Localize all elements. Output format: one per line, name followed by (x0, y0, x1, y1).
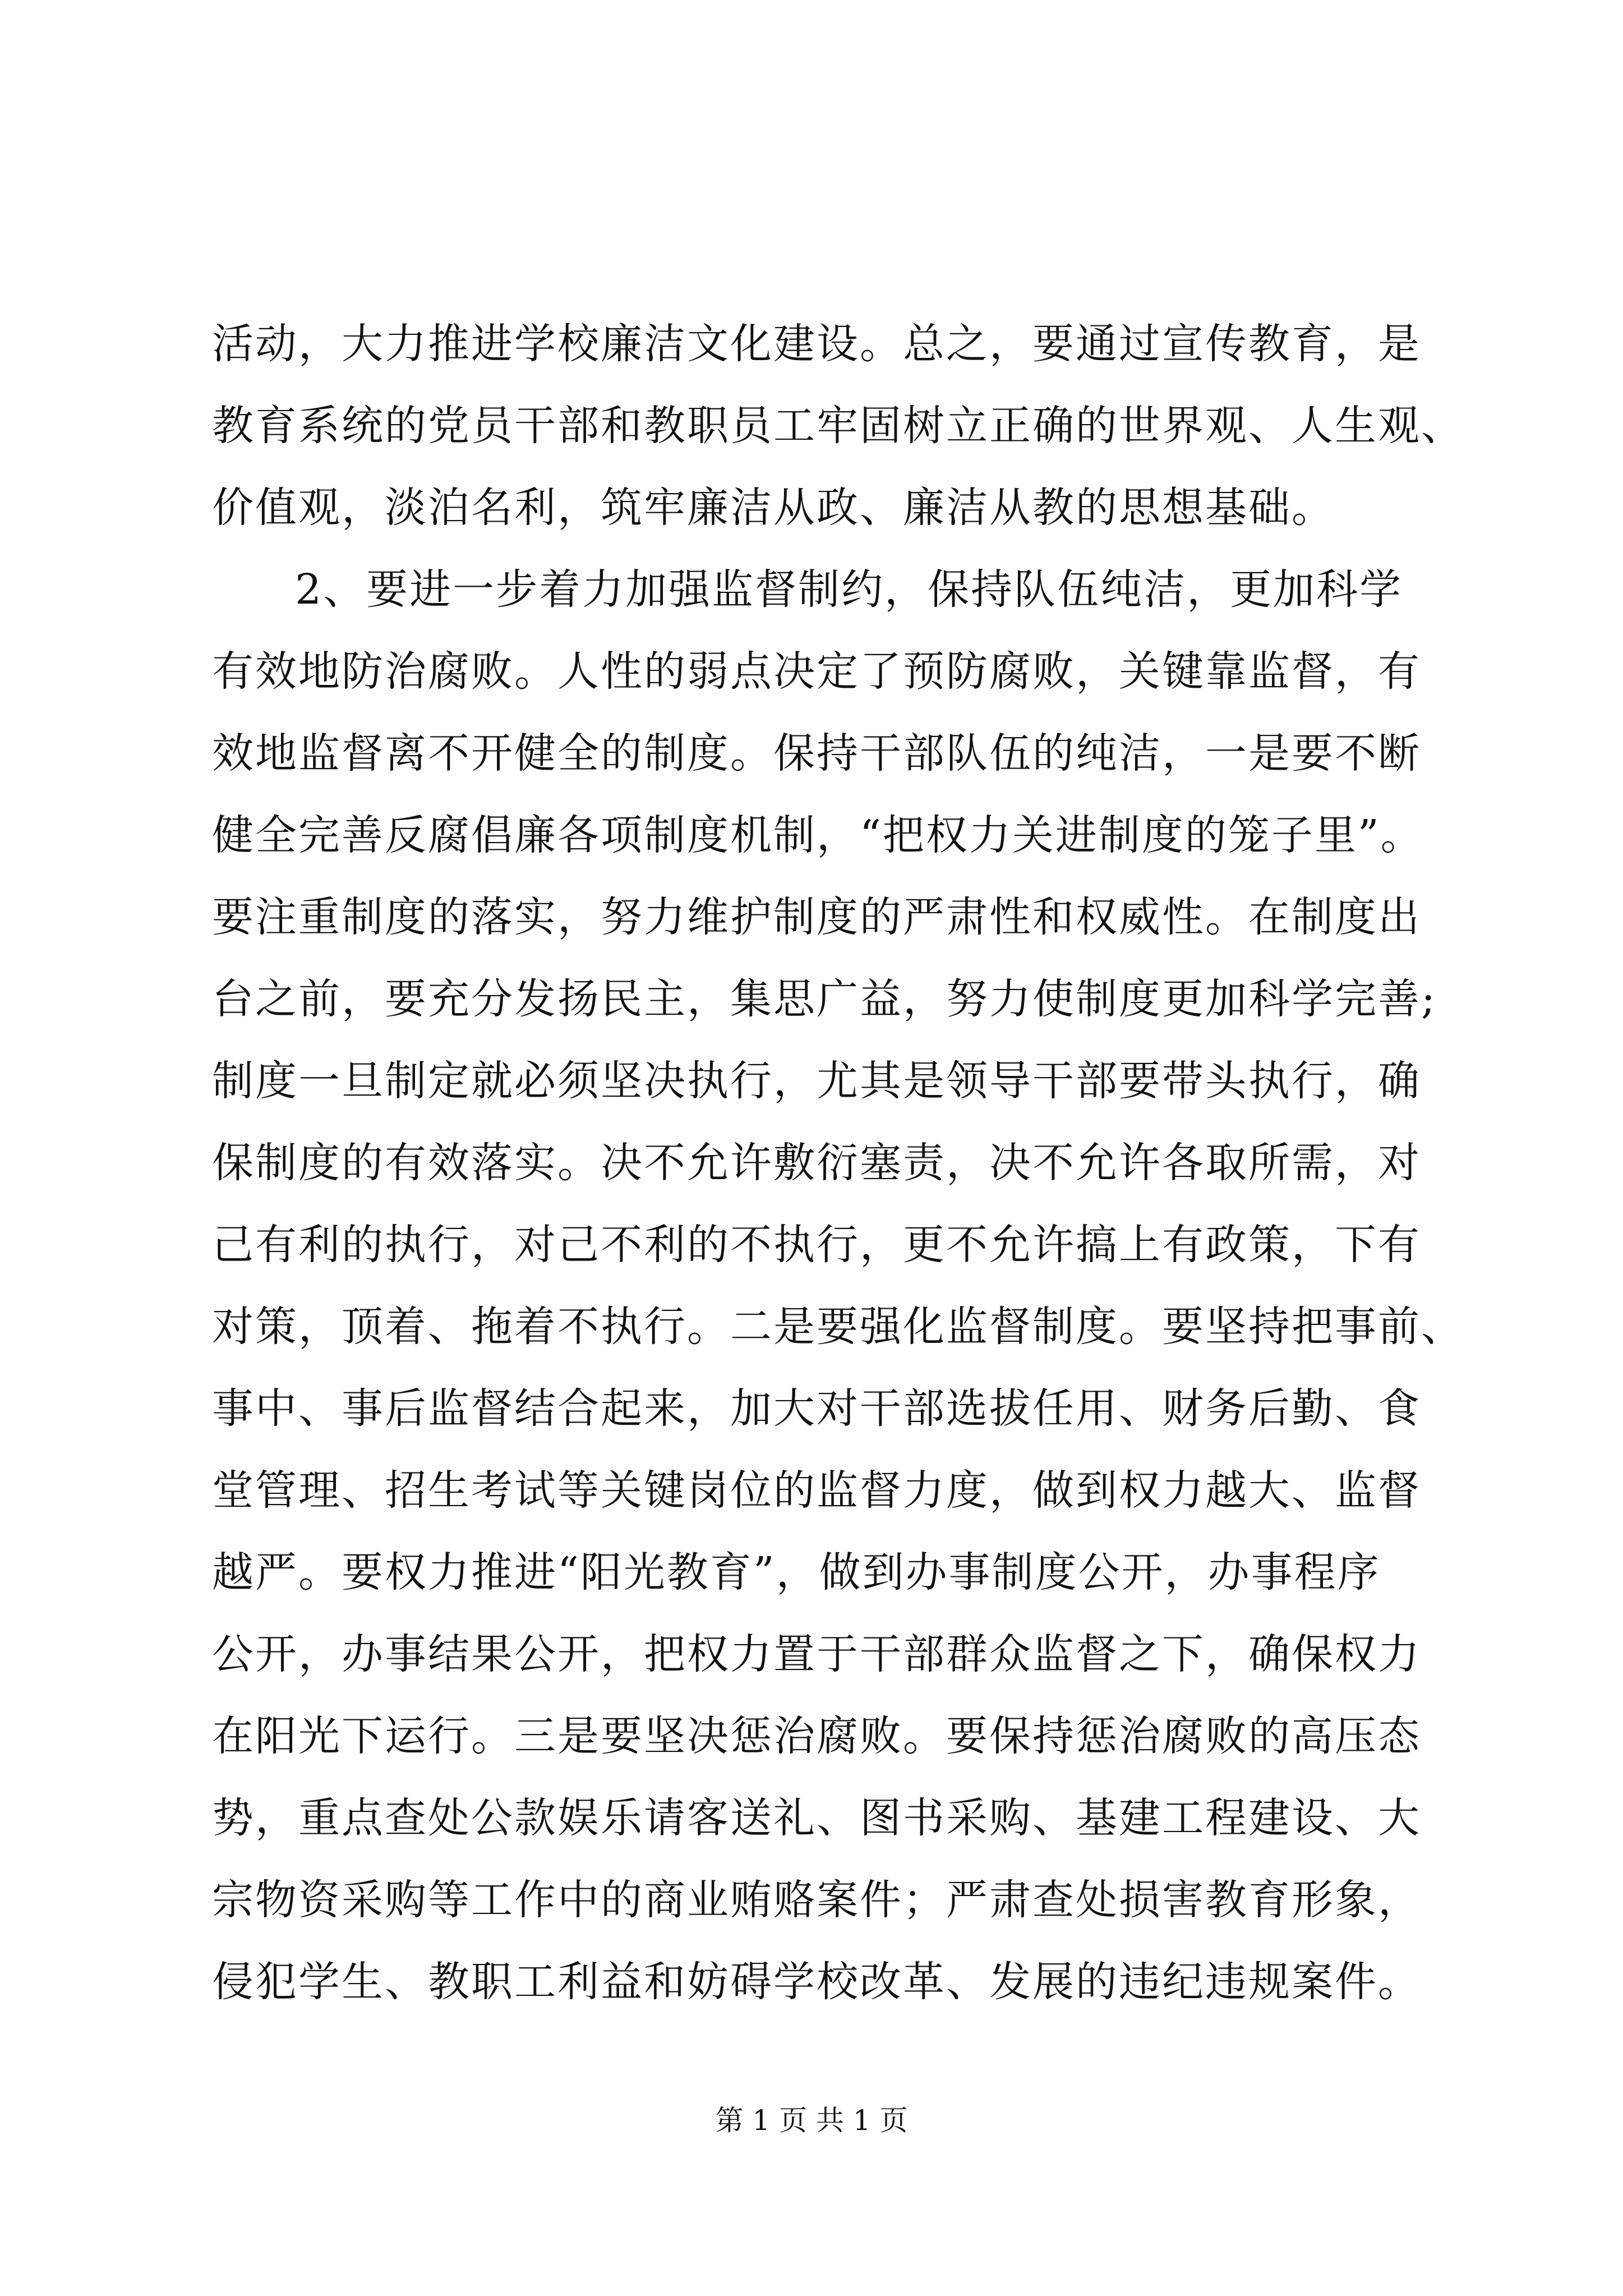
text-line: 公开，办事结果公开，把权力置于干部群众监督之下，确保权力 (212, 1630, 1421, 1678)
page-number: 第 1 页 共 1 页 (715, 2104, 908, 2137)
text-line: 制度一旦制定就必须坚决执行，尤其是领导干部要带头执行，确 (212, 1057, 1421, 1105)
text-line: 有效地防治腐败。人性的弱点决定了预防腐败，关键靠监督，有 (212, 647, 1421, 696)
text-line: 势，重点查处公款娱乐请客送礼、图书采购、基建工程建设、大 (212, 1794, 1421, 1842)
page-footer (0, 2101, 1623, 2140)
text-line: 效地监督离不开健全的制度。保持干部队伍的纯洁，一是要不断 (212, 729, 1421, 777)
body-text (212, 303, 1468, 2023)
text-line: 教育系统的党员干部和教职员工牢固树立正确的世界观、人生观、 (212, 402, 1464, 450)
text-line: 健全完善反腐倡廉各项制度机制，“把权力关进制度的笼子里”。 (212, 811, 1424, 859)
text-line: 侵犯学生、教职工利益和妨碍学校改革、发展的违纪违规案件。 (212, 1958, 1421, 2006)
text-line: 活动，大力推进学校廉洁文化建设。总之，要通过宣传教育，是 (212, 320, 1421, 368)
text-line: 己有利的执行，对己不利的不执行，更不允许搞上有政策，下有 (212, 1221, 1421, 1269)
text-line: 越严。要权力推进“阳光教育”，做到办事制度公开，办事程序 (212, 1548, 1381, 1596)
text-line: 保制度的有效落实。决不允许敷衍塞责，决不允许各取所需，对 (212, 1139, 1421, 1187)
text-line: 事中、事后监督结合起来，加大对干部选拔任用、财务后勤、食 (212, 1384, 1421, 1433)
text-line: 台之前，要充分发扬民主，集思广益，努力使制度更加科学完善; (212, 975, 1437, 1023)
text-line: 价值观，淡泊名利，筑牢廉洁从政、廉洁从教的思想基础。 (212, 484, 1335, 532)
text-line: 要注重制度的落实，努力维护制度的严肃性和权威性。在制度出 (212, 893, 1421, 941)
paragraph-start-line: 2、要进一步着力加强监督制约，保持队伍纯洁，更加科学 (295, 565, 1403, 614)
text-line: 宗物资采购等工作中的商业贿赂案件；严肃查处损害教育形象， (212, 1876, 1421, 1924)
text-line: 对策，顶着、拖着不执行。二是要强化监督制度。要坚持把事前、 (212, 1303, 1464, 1351)
text-line: 在阳光下运行。三是要坚决惩治腐败。要保持惩治腐败的高压态 (212, 1712, 1421, 1760)
text-line: 堂管理、招生考试等关键岗位的监督力度，做到权力越大、监督 (212, 1466, 1421, 1515)
